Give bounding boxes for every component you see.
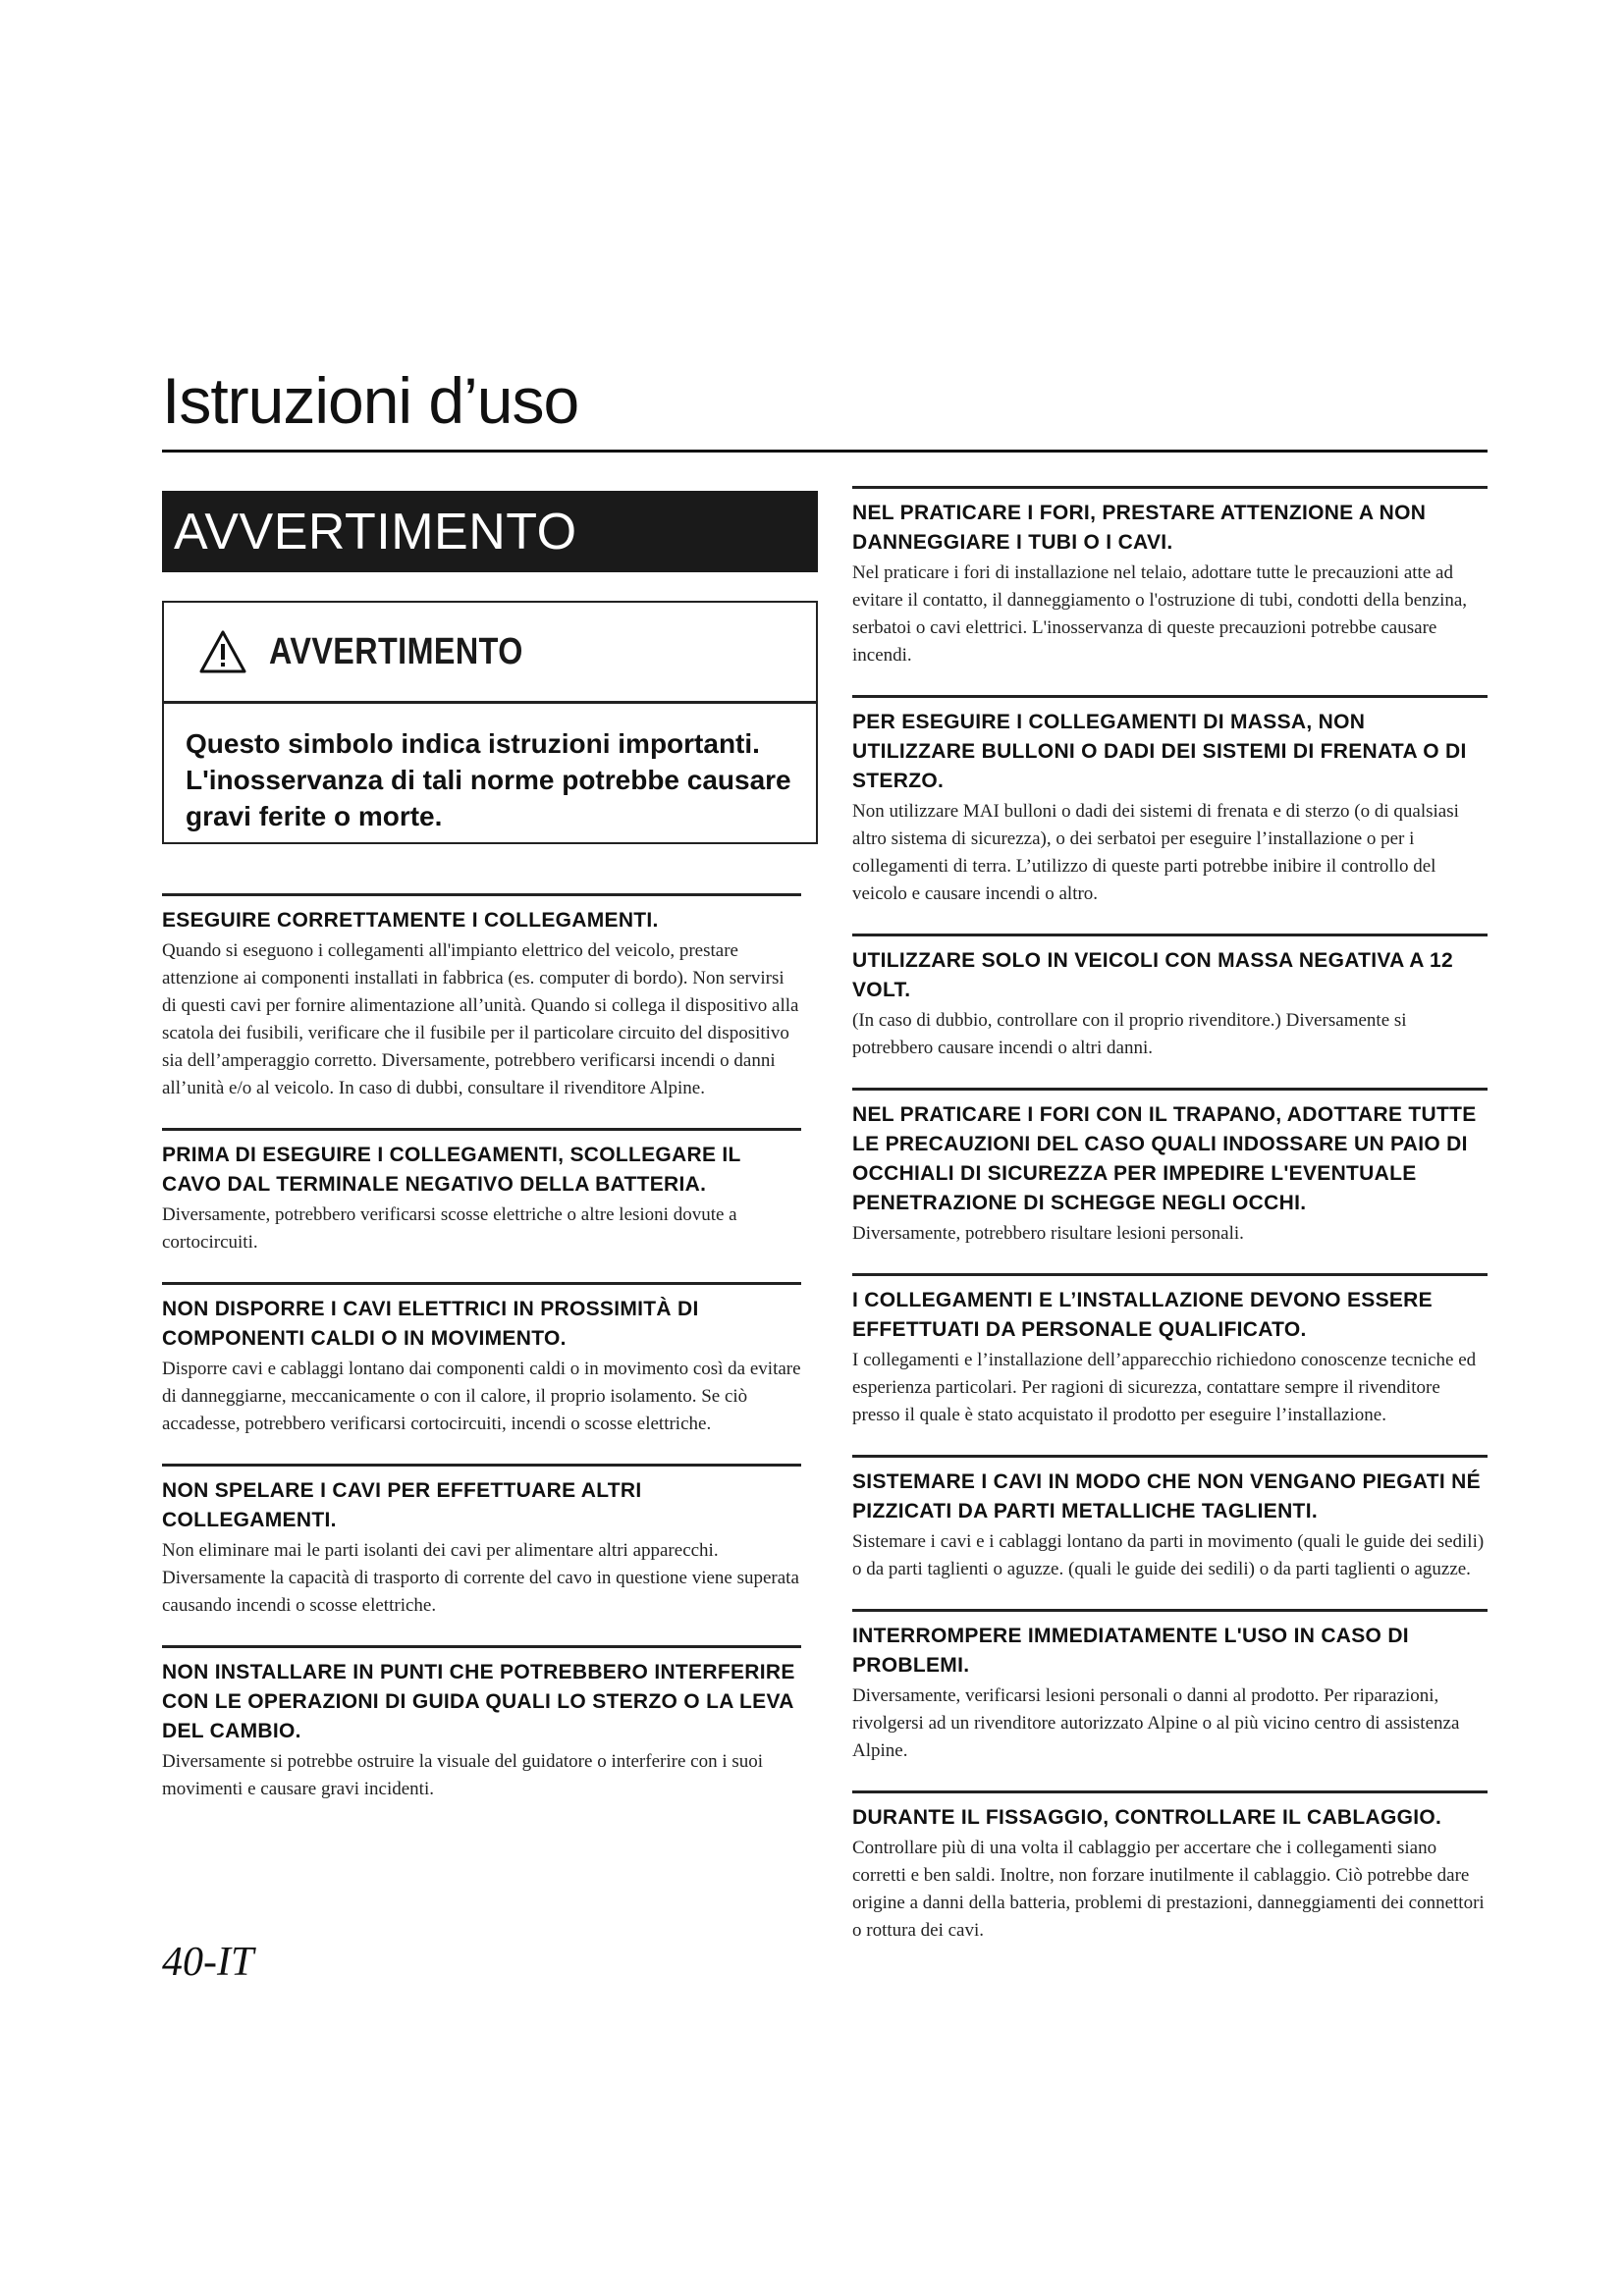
warning-section [852,1455,1488,1583]
section-heading: I COLLEGAMENTI E L’INSTALLAZIONE DEVONO ESSERE EFFETTUATI DA PERSONALE QUALIFICATO. [852,1289,1433,1341]
section-body: Disporre cavi e cablaggi lontano dai componenti caldi o in movimento così da evitare di danneggiarne, meccanicamente o con il calore, il proprio isolamento. Se ciò accadesse, potrebbero verificarsi cortocircuiti, incendi o scosse elettriche. [162,1359,801,1434]
section-body: I collegamenti e l’installazione dell’apparecchio richiedono conoscenze tecniche ed esperienza particolari. Per ragioni di sicurezza, contattare sempre il rivenditore presso il quale è stato acquistato il prodotto per eseguire l’installazione. [852,1350,1477,1425]
section-heading: NON SPELARE I CAVI PER EFFETTUARE ALTRI COLLEGAMENTI. [162,1479,642,1531]
warning-section [852,486,1488,669]
warning-section [162,1464,801,1620]
warning-section [852,695,1488,908]
warning-section [162,1645,801,1803]
warning-section [162,1128,801,1256]
right-column [852,486,1488,1970]
section-body: (In caso di dubbio, controllare con il proprio rivenditore.) Diversamente si potrebbero causare incendi o altri danni. [852,1010,1407,1058]
warning-banner-label: AVVERTIMENTO [174,503,577,561]
warning-notice-box [162,601,818,844]
section-heading: NEL PRATICARE I FORI CON IL TRAPANO, ADOTTARE TUTTE LE PRECAUZIONI DEL CASO QUALI INDOSSARE UN PAIO DI OCCHIALI DI SICUREZZA PER IMPEDIRE L'EVENTUALE PENETRAZIONE DI SCHEGGE NEGLI OCCHI. [852,1103,1477,1214]
page-number: 40-IT [162,1940,254,1985]
section-heading: PRIMA DI ESEGUIRE I COLLEGAMENTI, SCOLLEGARE IL CAVO DAL TERMINALE NEGATIVO DELLA BATTERIA. [162,1144,741,1196]
section-heading: NON DISPORRE I CAVI ELETTRICI IN PROSSIMITÀ DI COMPONENTI CALDI O IN MOVIMENTO. [162,1298,699,1350]
warning-section [162,893,801,1102]
section-body: Sistemare i cavi e i cablaggi lontano da parti in movimento (quali le guide dei sedili) o da parti taglienti o aguzze. (quali le guide dei sedili) o da parti taglienti o aguzze. [852,1531,1485,1579]
warning-section [162,1282,801,1438]
warning-banner [162,491,818,572]
warning-notice-label: AVVERTIMENTO [269,630,523,672]
warning-triangle-icon [198,629,247,674]
section-body: Diversamente, potrebbero risultare lesioni personali. [852,1223,1244,1244]
section-heading: ESEGUIRE CORRETTAMENTE I COLLEGAMENTI. [162,909,659,932]
warning-section [852,1609,1488,1765]
left-column [162,893,801,1829]
section-heading: INTERROMPERE IMMEDIATAMENTE L'USO IN CASO DI PROBLEMI. [852,1625,1409,1677]
page-title: Istruzioni d’uso [162,364,579,437]
section-body: Quando si eseguono i collegamenti all'impianto elettrico del veicolo, prestare attenzione ai componenti installati in fabbrica (es. computer di bordo). Non servirsi di questi cavi per fornire alimentazione all’unità. Quando si collega il dispositivo alla scatola dei fusibili, verificare che il fusibile per il particolare circuito del dispositivo sia dell’amperaggio corretto. Diversamente, potrebbero verificarsi incendi o danni all’unità e/o al veicolo. In caso di dubbi, consultare il rivenditore Alpine. [162,940,799,1098]
section-body: Non eliminare mai le parti isolanti dei cavi per alimentare altri apparecchi. Diversamente la capacità di trasporto di corrente del cavo in questione viene superata causando incendi o scosse elettriche. [162,1540,799,1616]
warning-section [852,1790,1488,1945]
section-body: Controllare più di una volta il cablaggio per accertare che i collegamenti siano corretti e ben saldi. Inoltre, non forzare inutilmente il cablaggio. Ciò potrebbe dare origine a danni della batteria, problemi di prestazioni, danneggiamenti dei connettori o rottura dei cavi. [852,1838,1485,1941]
section-body: Non utilizzare MAI bulloni o dadi dei sistemi di frenata e di sterzo (o di qualsiasi altro sistema di sicurezza), o dei serbatoi per eseguire l’installazione o per i collegamenti di terra. L’utilizzo di queste parti potrebbe inibire il controllo del veicolo e causare incendi o altro. [852,801,1459,904]
section-heading: NEL PRATICARE I FORI, PRESTARE ATTENZIONE A NON DANNEGGIARE I TUBI O I CAVI. [852,502,1427,554]
section-heading: SISTEMARE I CAVI IN MODO CHE NON VENGANO PIEGATI NÉ PIZZICATI DA PARTI METALLICHE TAGLIENTI. [852,1470,1481,1522]
title-divider [162,450,1488,453]
section-heading: UTILIZZARE SOLO IN VEICOLI CON MASSA NEGATIVA A 12 VOLT. [852,949,1453,1001]
section-body: Nel praticare i fori di installazione nel telaio, adottare tutte le precauzioni atte ad evitare il contatto, il danneggiamento o l'ostruzione di tubi, condotti della benzina, serbatoi o cavi elettrici. L'inosservanza di queste precauzioni potrebbe causare incendi. [852,562,1468,666]
section-heading: DURANTE IL FISSAGGIO, CONTROLLARE IL CABLAGGIO. [852,1806,1442,1829]
section-body: Diversamente si potrebbe ostruire la visuale del guidatore o interferire con i suoi movimenti e causare gravi incidenti. [162,1751,764,1799]
section-body: Diversamente, potrebbero verificarsi scosse elettriche o altre lesioni dovute a cortocircuiti. [162,1204,737,1253]
section-heading: PER ESEGUIRE I COLLEGAMENTI DI MASSA, NON UTILIZZARE BULLONI O DADI DEI SISTEMI DI FRENATA O DI STERZO. [852,711,1467,792]
warning-notice-text: Questo simbolo indica istruzioni importanti. L'inosservanza di tali norme potrebbe causare gravi ferite o morte. [186,728,791,831]
section-heading: NON INSTALLARE IN PUNTI CHE POTREBBERO INTERFERIRE CON LE OPERAZIONI DI GUIDA QUALI LO STERZO O LA LEVA DEL CAMBIO. [162,1661,795,1742]
warning-section [852,1088,1488,1248]
section-body: Diversamente, verificarsi lesioni personali o danni al prodotto. Per riparazioni, rivolgersi ad un rivenditore autorizzato Alpine o al più vicino centro di assistenza Alpine. [852,1685,1460,1761]
warning-section [852,934,1488,1062]
warning-notice-header [164,603,816,704]
warning-section [852,1273,1488,1429]
